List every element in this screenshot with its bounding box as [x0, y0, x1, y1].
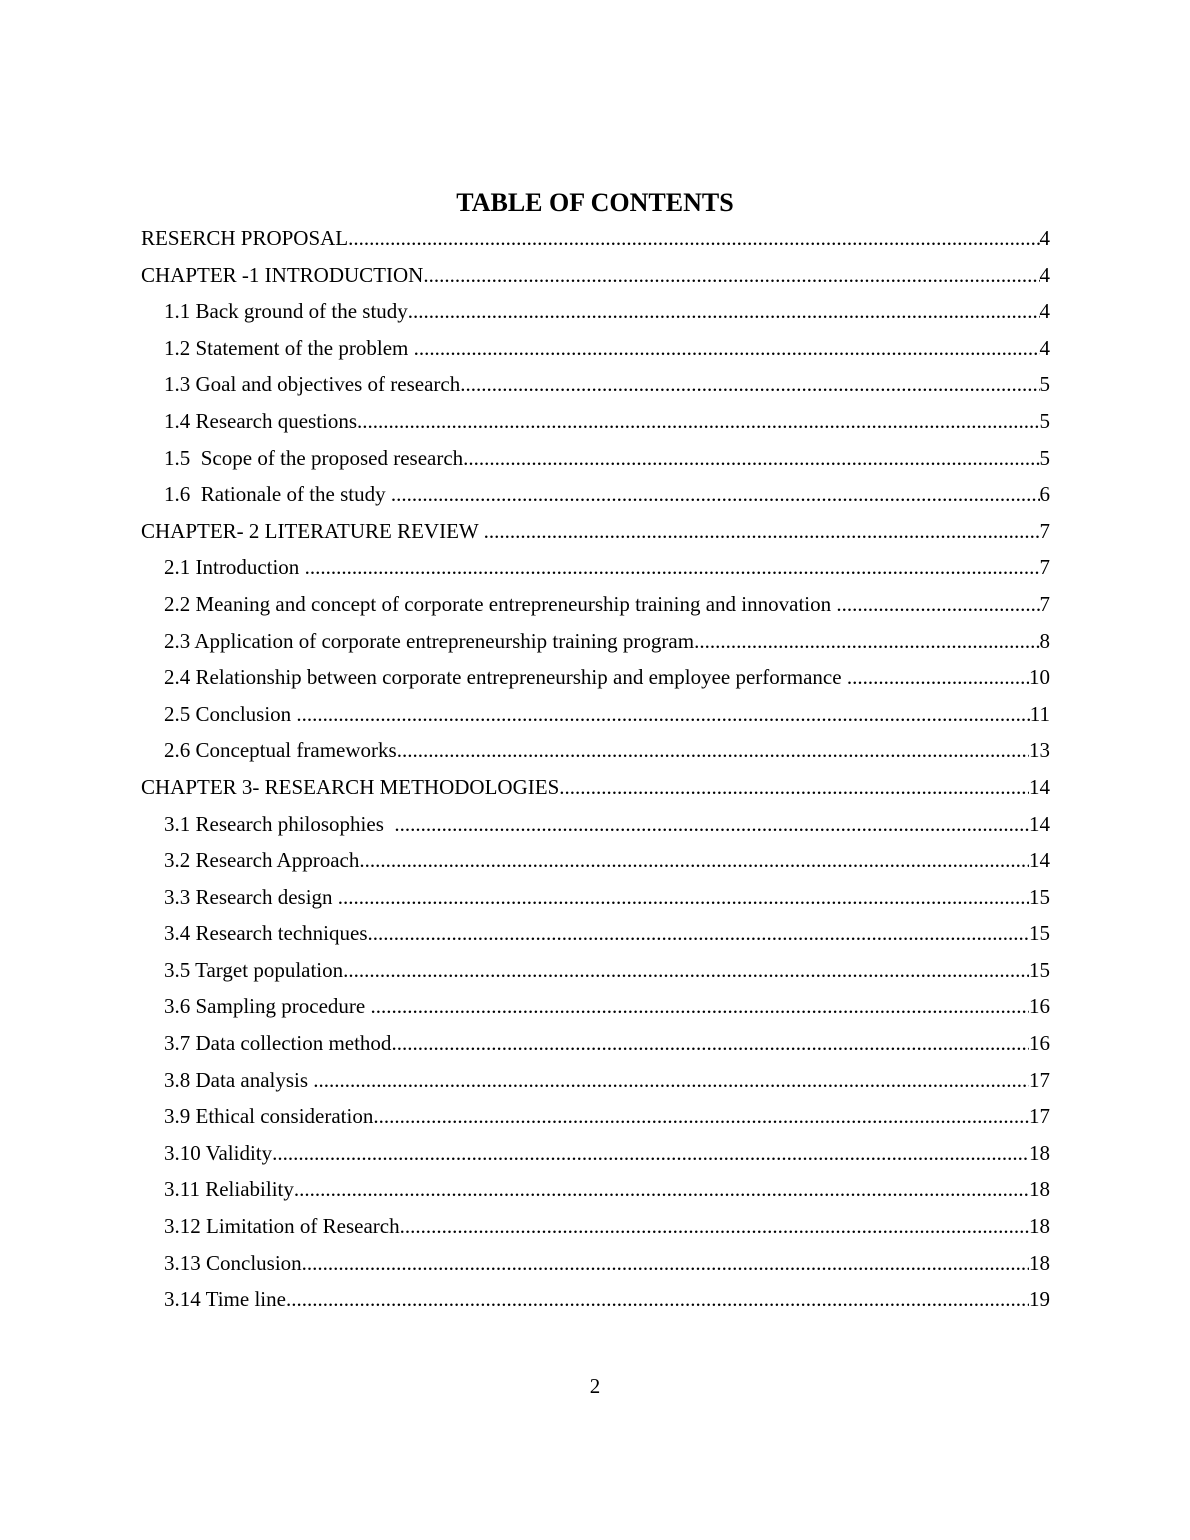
toc-entry-page: 11: [1029, 701, 1050, 726]
toc-entry[interactable]: [141, 1025, 1050, 1062]
toc-entry[interactable]: [141, 732, 1050, 769]
toc-entry-label: 3.10 Validity: [164, 1140, 273, 1165]
toc-entry-label: 3.11 Reliability: [164, 1177, 294, 1202]
toc-entry[interactable]: [141, 440, 1050, 477]
toc-entry-label: 1.6 Rationale of the study: [164, 482, 391, 507]
toc-entry-label: RESERCH PROPOSAL: [141, 226, 349, 250]
toc-dot-leader: [391, 476, 1040, 513]
toc-dot-leader: [338, 879, 1029, 916]
toc-dot-leader: [484, 513, 1040, 550]
toc-title: TABLE OF CONTENTS: [456, 188, 734, 217]
toc-dot-leader: [397, 732, 1029, 769]
toc-entry-label: 1.4 Research questions: [164, 408, 358, 433]
page-number: 2: [589, 1374, 601, 1398]
toc-entry[interactable]: [141, 1062, 1050, 1099]
toc-entry-page: 17: [1029, 1067, 1050, 1092]
toc-entry-page: 5: [1039, 445, 1050, 470]
toc-dot-leader: [836, 586, 1039, 623]
toc-dot-leader: [302, 1245, 1029, 1282]
toc-entry-label: 3.5 Target population: [164, 957, 344, 982]
toc-dot-leader: [463, 440, 1039, 477]
toc-entry[interactable]: [141, 330, 1050, 367]
toc-entry-label: 3.13 Conclusion: [164, 1250, 302, 1275]
toc-entry-page: 5: [1039, 372, 1050, 397]
toc-entry-page: 7: [1039, 591, 1050, 616]
toc-entry[interactable]: [141, 1245, 1050, 1282]
toc-dot-leader: [460, 366, 1039, 403]
toc-entry[interactable]: [141, 915, 1050, 952]
toc-entry-page: 14: [1029, 848, 1050, 873]
toc-entry[interactable]: [141, 769, 1050, 806]
toc-entry-label: 1.2 Statement of the problem: [164, 335, 414, 360]
toc-entry-label: 1.1 Back ground of the study: [164, 299, 408, 324]
toc-entry[interactable]: [141, 257, 1050, 294]
toc-dot-leader: [391, 1025, 1029, 1062]
toc-dot-leader: [423, 257, 1039, 294]
toc-dot-leader: [305, 549, 1040, 586]
toc-entry-label: 3.4 Research techniques: [164, 921, 368, 946]
toc-entry[interactable]: [141, 842, 1050, 879]
toc-entry-page: 7: [1039, 518, 1050, 543]
toc-dot-leader: [400, 1208, 1029, 1245]
toc-dot-leader: [408, 293, 1040, 330]
toc-entry-page: 4: [1039, 262, 1050, 287]
toc-entry[interactable]: [141, 476, 1050, 513]
toc-entry[interactable]: [141, 696, 1050, 733]
toc-dot-leader: [296, 696, 1029, 733]
toc-entry-label: CHAPTER 3- RESEARCH METHODOLOGIES: [141, 774, 560, 799]
toc-entry-page: 13: [1029, 738, 1050, 763]
toc-entry-page: 16: [1029, 1031, 1050, 1056]
toc-entry-page: 4: [1039, 226, 1050, 250]
toc-entry-label: 1.5 Scope of the proposed research: [164, 445, 464, 470]
toc-entry-label: 3.7 Data collection method: [164, 1031, 392, 1056]
toc-entry-page: 4: [1039, 299, 1050, 324]
toc-entry-page: 18: [1029, 1140, 1050, 1165]
toc-dot-leader: [368, 915, 1029, 952]
toc-entry-page: 15: [1029, 957, 1050, 982]
toc-dot-leader: [414, 330, 1040, 367]
toc-entry-page: 15: [1029, 921, 1050, 946]
toc-entry[interactable]: [141, 586, 1050, 623]
toc-dot-leader: [394, 806, 1029, 843]
toc-entry[interactable]: [141, 549, 1050, 586]
toc-entry[interactable]: [141, 366, 1050, 403]
toc-entry-label: 3.1 Research philosophies: [164, 811, 395, 836]
toc-entry-page: 15: [1029, 884, 1050, 909]
toc-entry-label: 1.3 Goal and objectives of research: [164, 372, 461, 397]
toc-entry-label: 2.4 Relationship between corporate entrepreneurship and employee performance: [164, 665, 847, 690]
toc-entry-page: 4: [1039, 335, 1050, 360]
toc-entry-page: 14: [1029, 774, 1050, 799]
toc-dot-leader: [559, 769, 1029, 806]
toc-entry-label: 3.2 Research Approach: [164, 848, 360, 873]
toc-dot-leader: [359, 842, 1029, 879]
toc-entry[interactable]: [141, 403, 1050, 440]
toc-entry-page: 18: [1029, 1177, 1050, 1202]
toc-entry-label: 2.2 Meaning and concept of corporate entrepreneurship training and innovation: [164, 591, 837, 616]
toc-entry[interactable]: [141, 1171, 1050, 1208]
toc-entry-page: 14: [1029, 811, 1050, 836]
toc-entry[interactable]: [141, 988, 1050, 1025]
toc-entry-page: 8: [1039, 628, 1050, 653]
toc-entry[interactable]: [141, 293, 1050, 330]
toc-entry-label: 3.8 Data analysis: [164, 1067, 314, 1092]
toc-entry-label: 3.3 Research design: [164, 884, 338, 909]
toc-entry-label: 3.9 Ethical consideration: [164, 1104, 374, 1129]
toc-entry-page: 16: [1029, 994, 1050, 1019]
toc-entry[interactable]: [141, 659, 1050, 696]
toc-dot-leader: [847, 659, 1029, 696]
toc-entry[interactable]: [141, 1281, 1050, 1318]
toc-entry-label: 2.6 Conceptual frameworks: [164, 738, 397, 763]
toc-entry[interactable]: [141, 952, 1050, 989]
toc-entry-page: 6: [1039, 482, 1050, 507]
toc-entry-label: 2.5 Conclusion: [164, 701, 297, 726]
toc-entry-label: 2.1 Introduction: [164, 555, 305, 580]
toc-entry[interactable]: [141, 806, 1050, 843]
toc-entry[interactable]: [141, 1098, 1050, 1135]
toc-dot-leader: [272, 1135, 1029, 1172]
toc-dot-leader: [294, 1171, 1029, 1208]
toc-entry-label: 3.14 Time line: [164, 1287, 286, 1312]
toc-entry-page: 5: [1039, 408, 1050, 433]
toc-dot-leader: [370, 988, 1029, 1025]
toc-entry-page: 18: [1029, 1250, 1050, 1275]
toc-dot-leader: [286, 1281, 1029, 1318]
toc-entry-label: 3.12 Limitation of Research: [164, 1214, 400, 1239]
toc-dot-leader: [348, 220, 1039, 257]
toc-entry-page: 18: [1029, 1214, 1050, 1239]
toc-entry-label: CHAPTER -1 INTRODUCTION: [141, 262, 424, 287]
toc-entry[interactable]: [141, 513, 1050, 550]
toc-list: [141, 220, 1050, 1318]
toc-dot-leader: [357, 403, 1039, 440]
toc-entry[interactable]: [141, 879, 1050, 916]
toc-entry-label: 2.3 Application of corporate entrepreneurship training program: [164, 628, 695, 653]
toc-entry-page: 17: [1029, 1104, 1050, 1129]
toc-entry-page: 19: [1029, 1287, 1050, 1312]
toc-entry[interactable]: [141, 220, 1050, 257]
toc-entry[interactable]: [141, 1208, 1050, 1245]
toc-entry-page: 10: [1029, 665, 1050, 690]
toc-dot-leader: [343, 952, 1029, 989]
toc-entry-page: 7: [1039, 555, 1050, 580]
toc-entry[interactable]: [141, 623, 1050, 660]
toc-entry-label: CHAPTER- 2 LITERATURE REVIEW: [141, 518, 484, 543]
toc-entry-label: 3.6 Sampling procedure: [164, 994, 371, 1019]
toc-dot-leader: [694, 623, 1039, 660]
toc-dot-leader: [373, 1098, 1029, 1135]
toc-dot-leader: [313, 1062, 1029, 1099]
toc-entry[interactable]: [141, 1135, 1050, 1172]
